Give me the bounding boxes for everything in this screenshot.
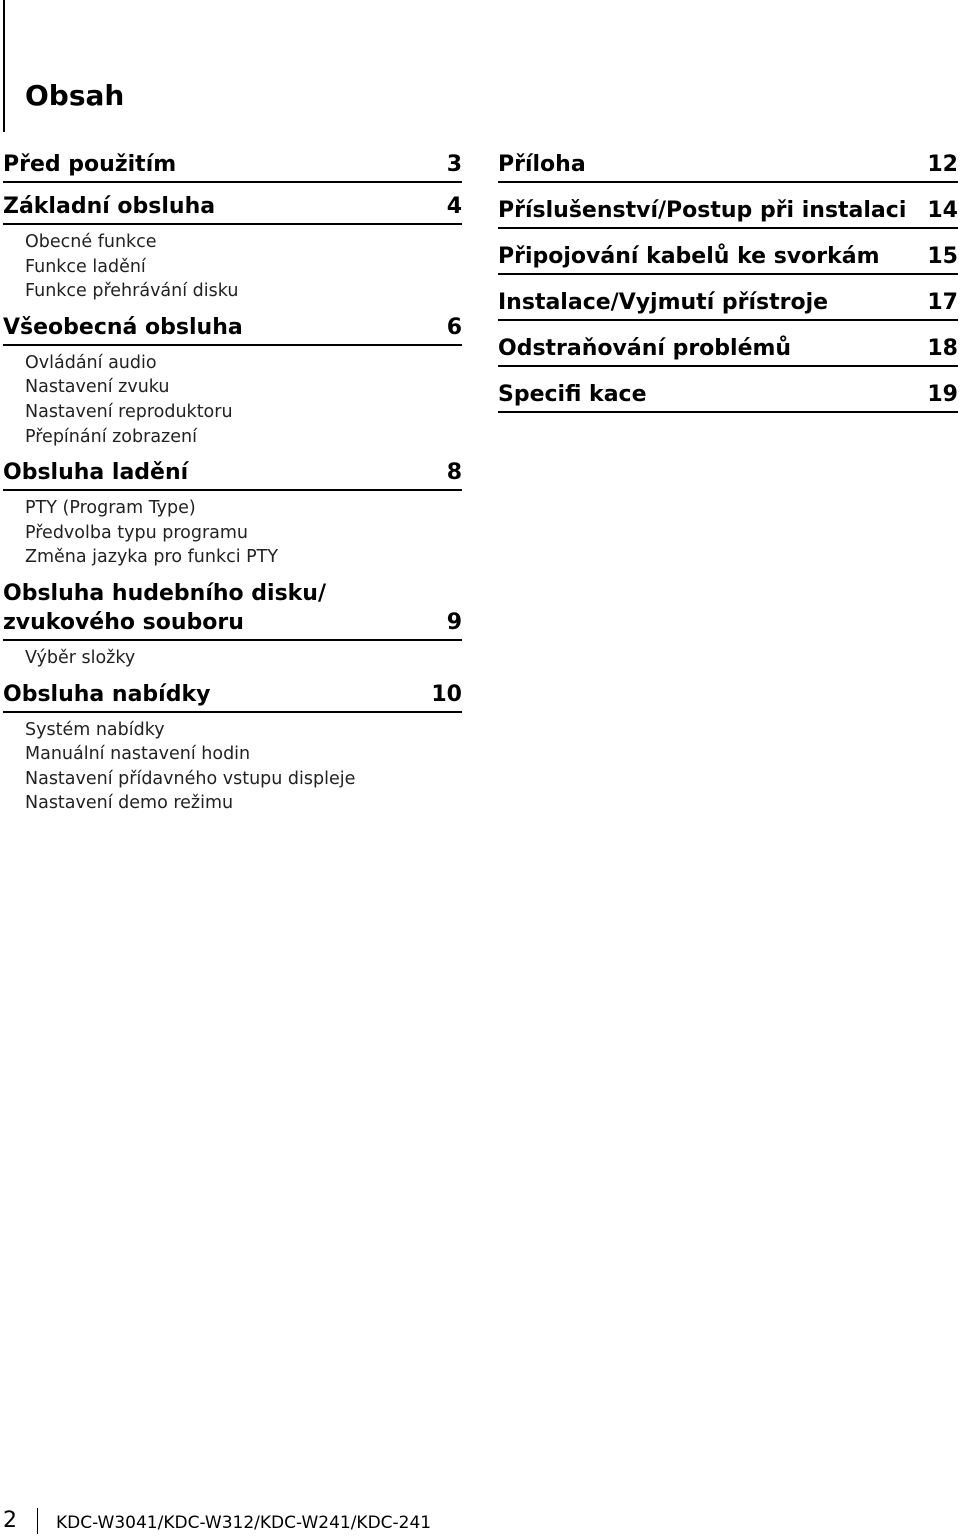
toc-section — [498, 242, 958, 275]
toc-heading-title: Základní obsluha — [3, 194, 216, 219]
toc-section — [3, 192, 462, 304]
toc-subitem[interactable]: Předvolba typu programu — [25, 522, 249, 543]
page-title: Obsah — [25, 79, 125, 112]
toc-section — [498, 334, 958, 367]
toc-subitem[interactable]: Manuální nastavení hodin — [25, 744, 251, 765]
toc-heading-page-number: 15 — [927, 244, 958, 269]
toc-subitem-list — [25, 496, 462, 570]
toc-subitem-list — [25, 718, 462, 816]
toc-section — [3, 313, 462, 449]
toc-subitem[interactable]: Změna jazyka pro funkci PTY — [25, 547, 279, 568]
toc-heading[interactable] — [498, 150, 958, 183]
toc-subitem-list — [25, 230, 462, 304]
toc-heading-title: Obsluha nabídky — [3, 681, 211, 707]
toc-heading[interactable] — [498, 196, 958, 229]
toc-heading-page-number: 4 — [446, 194, 462, 219]
toc-heading-page-number: 12 — [927, 152, 958, 177]
toc-subitem[interactable]: Ovládání audio — [25, 352, 157, 373]
toc-heading-title: Všeobecná obsluha — [3, 314, 243, 340]
toc-subitem[interactable]: Funkce přehrávání disku — [25, 281, 239, 302]
toc-heading[interactable] — [498, 288, 958, 321]
toc-heading-title: Odstraňování problémů — [498, 336, 792, 361]
toc-subitem[interactable]: Obecné funkce — [25, 232, 157, 252]
toc-heading-title: Příslušenství/Postup při instalaci — [498, 198, 907, 223]
toc-heading[interactable] — [498, 380, 958, 413]
toc-heading[interactable] — [3, 579, 462, 641]
toc-subitem[interactable]: Nastavení reproduktoru — [25, 401, 233, 422]
toc-heading-page-number: 19 — [927, 382, 958, 407]
toc-section — [498, 288, 958, 321]
toc-subitem[interactable]: Přepínání zobrazení — [25, 426, 197, 447]
toc-subitem[interactable]: Nastavení demo režimu — [25, 793, 234, 814]
toc-section — [3, 458, 462, 570]
toc-subitem-list — [25, 646, 462, 671]
toc-heading-page-number: 3 — [446, 152, 462, 177]
toc-heading[interactable] — [3, 680, 462, 713]
toc-heading-page-number: 17 — [927, 290, 958, 315]
toc-heading-page-number: 18 — [927, 336, 958, 361]
toc-section — [3, 680, 462, 816]
toc-subitem[interactable]: Nastavení zvuku — [25, 377, 170, 398]
toc-heading-page-number: 6 — [446, 314, 462, 340]
toc-heading[interactable] — [3, 150, 462, 183]
toc-heading-title: Příloha — [498, 152, 586, 177]
footer-divider — [37, 1508, 38, 1534]
toc-heading-title: Před použitím — [3, 152, 177, 177]
toc-heading[interactable] — [3, 192, 462, 225]
toc-heading-title: Obsluha ladění — [3, 460, 189, 486]
toc-right-column — [498, 150, 958, 426]
toc-section — [3, 579, 462, 671]
toc-heading-title: Specifi kace — [498, 382, 647, 407]
toc-heading-title: Připojování kabelů ke svorkám — [498, 244, 880, 269]
top-vertical-rule — [3, 0, 5, 132]
toc-subitem[interactable]: Funkce ladění — [25, 256, 146, 277]
toc-section — [498, 196, 958, 229]
toc-heading-title: Instalace/Vyjmutí přístroje — [498, 290, 829, 315]
toc-section — [498, 380, 958, 413]
toc-heading-page-number: 8 — [446, 460, 462, 486]
toc-subitem[interactable]: Výběr složky — [25, 647, 136, 668]
toc-heading[interactable] — [3, 458, 462, 491]
toc-left-column — [3, 150, 462, 825]
toc-section — [3, 150, 462, 183]
footer-page-number: 2 — [3, 1508, 17, 1533]
toc-heading-page-number: 10 — [431, 681, 462, 707]
toc-heading-title: Obsluha hudebního disku/ zvukového souboru — [3, 580, 327, 635]
toc-heading[interactable] — [498, 242, 958, 275]
toc-heading-page-number: 9 — [446, 609, 462, 635]
toc-subitem[interactable]: PTY (Program Type) — [25, 498, 196, 519]
footer-model-names: KDC-W3041/KDC-W312/KDC-W241/KDC-241 — [56, 1513, 432, 1533]
toc-subitem-list — [25, 351, 462, 449]
toc-section — [498, 150, 958, 183]
toc-subitem[interactable]: Systém nabídky — [25, 719, 165, 740]
toc-heading-page-number: 14 — [927, 198, 958, 223]
toc-heading[interactable] — [3, 313, 462, 346]
toc-heading[interactable] — [498, 334, 958, 367]
page-footer — [3, 1508, 431, 1534]
toc-subitem[interactable]: Nastavení přídavného vstupu displeje — [25, 768, 356, 789]
